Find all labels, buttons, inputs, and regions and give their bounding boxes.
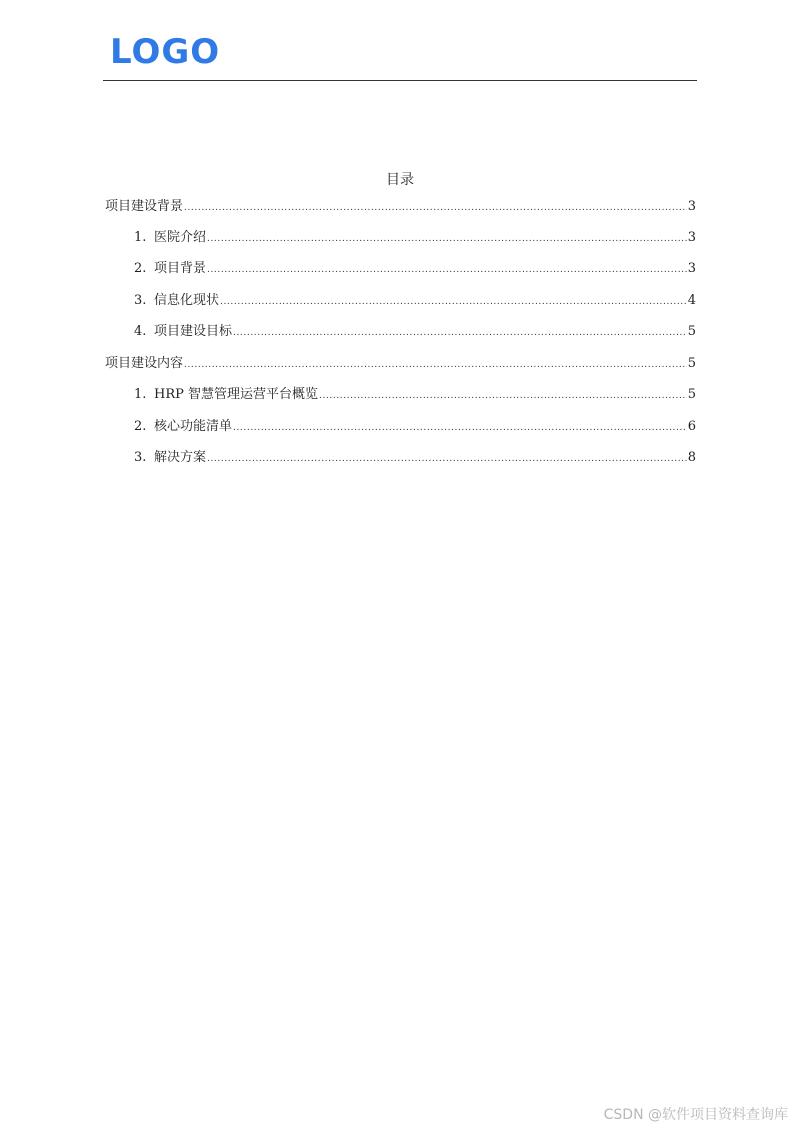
toc-entry-page: 5 xyxy=(687,387,696,402)
toc-entry-hospital-intro[interactable] xyxy=(134,229,696,247)
toc-leader-dots xyxy=(207,230,687,248)
toc-entry-number: 1. xyxy=(134,230,147,245)
toc-entry-page: 6 xyxy=(687,419,696,434)
toc-leader-dots xyxy=(207,261,687,279)
toc-leader-dots xyxy=(233,324,687,342)
toc-entry-number: 2. xyxy=(134,261,147,276)
toc-entry-project-background[interactable] xyxy=(105,198,696,216)
toc-entry-solution[interactable] xyxy=(134,449,696,467)
toc-entry-background[interactable] xyxy=(134,260,696,278)
toc-leader-dots xyxy=(220,293,687,311)
toc-entry-it-status[interactable] xyxy=(134,292,696,310)
toc-entry-number: 1. xyxy=(134,387,147,402)
toc-entry-label: 核心功能清单 xyxy=(154,419,233,434)
toc-leader-dots xyxy=(207,450,687,468)
csdn-watermark: CSDN @软件项目资料查询库 xyxy=(603,1107,788,1123)
toc-entry-page: 4 xyxy=(687,293,696,308)
toc-entry-page: 5 xyxy=(687,356,696,371)
header-logo: LOGO xyxy=(110,32,221,72)
toc-entry-hrp-overview[interactable] xyxy=(134,386,696,404)
toc-leader-dots xyxy=(319,387,687,405)
toc-entry-label: 医院介绍 xyxy=(154,230,207,245)
toc-entry-page: 5 xyxy=(687,324,696,339)
toc-entry-label: 解决方案 xyxy=(154,450,207,465)
toc-leader-dots xyxy=(184,356,687,374)
toc-entry-label: 项目建设背景 xyxy=(105,199,184,214)
toc-entry-page: 3 xyxy=(687,199,696,214)
toc-entry-number: 3. xyxy=(134,293,147,308)
toc-entry-label: 项目背景 xyxy=(154,261,207,276)
toc-entry-number: 2. xyxy=(134,419,147,434)
toc-entry-label: 项目建设内容 xyxy=(105,356,184,371)
toc-entry-page: 3 xyxy=(687,261,696,276)
toc-entry-label: 信息化现状 xyxy=(154,293,220,308)
toc-entry-label: 项目建设目标 xyxy=(154,324,233,339)
toc-entry-number: 4. xyxy=(134,324,147,339)
toc-entry-core-functions[interactable] xyxy=(134,418,696,436)
toc-leader-dots xyxy=(233,419,687,437)
toc-entry-number: 3. xyxy=(134,450,147,465)
toc-entry-goals[interactable] xyxy=(134,323,696,341)
toc-entry-page: 3 xyxy=(687,230,696,245)
toc-entry-label: HRP 智慧管理运营平台概览 xyxy=(154,387,319,402)
toc-entry-project-content[interactable] xyxy=(105,355,696,373)
toc-entry-page: 8 xyxy=(687,450,696,465)
toc-leader-dots xyxy=(184,199,687,217)
toc-title: 目录 xyxy=(386,172,414,188)
